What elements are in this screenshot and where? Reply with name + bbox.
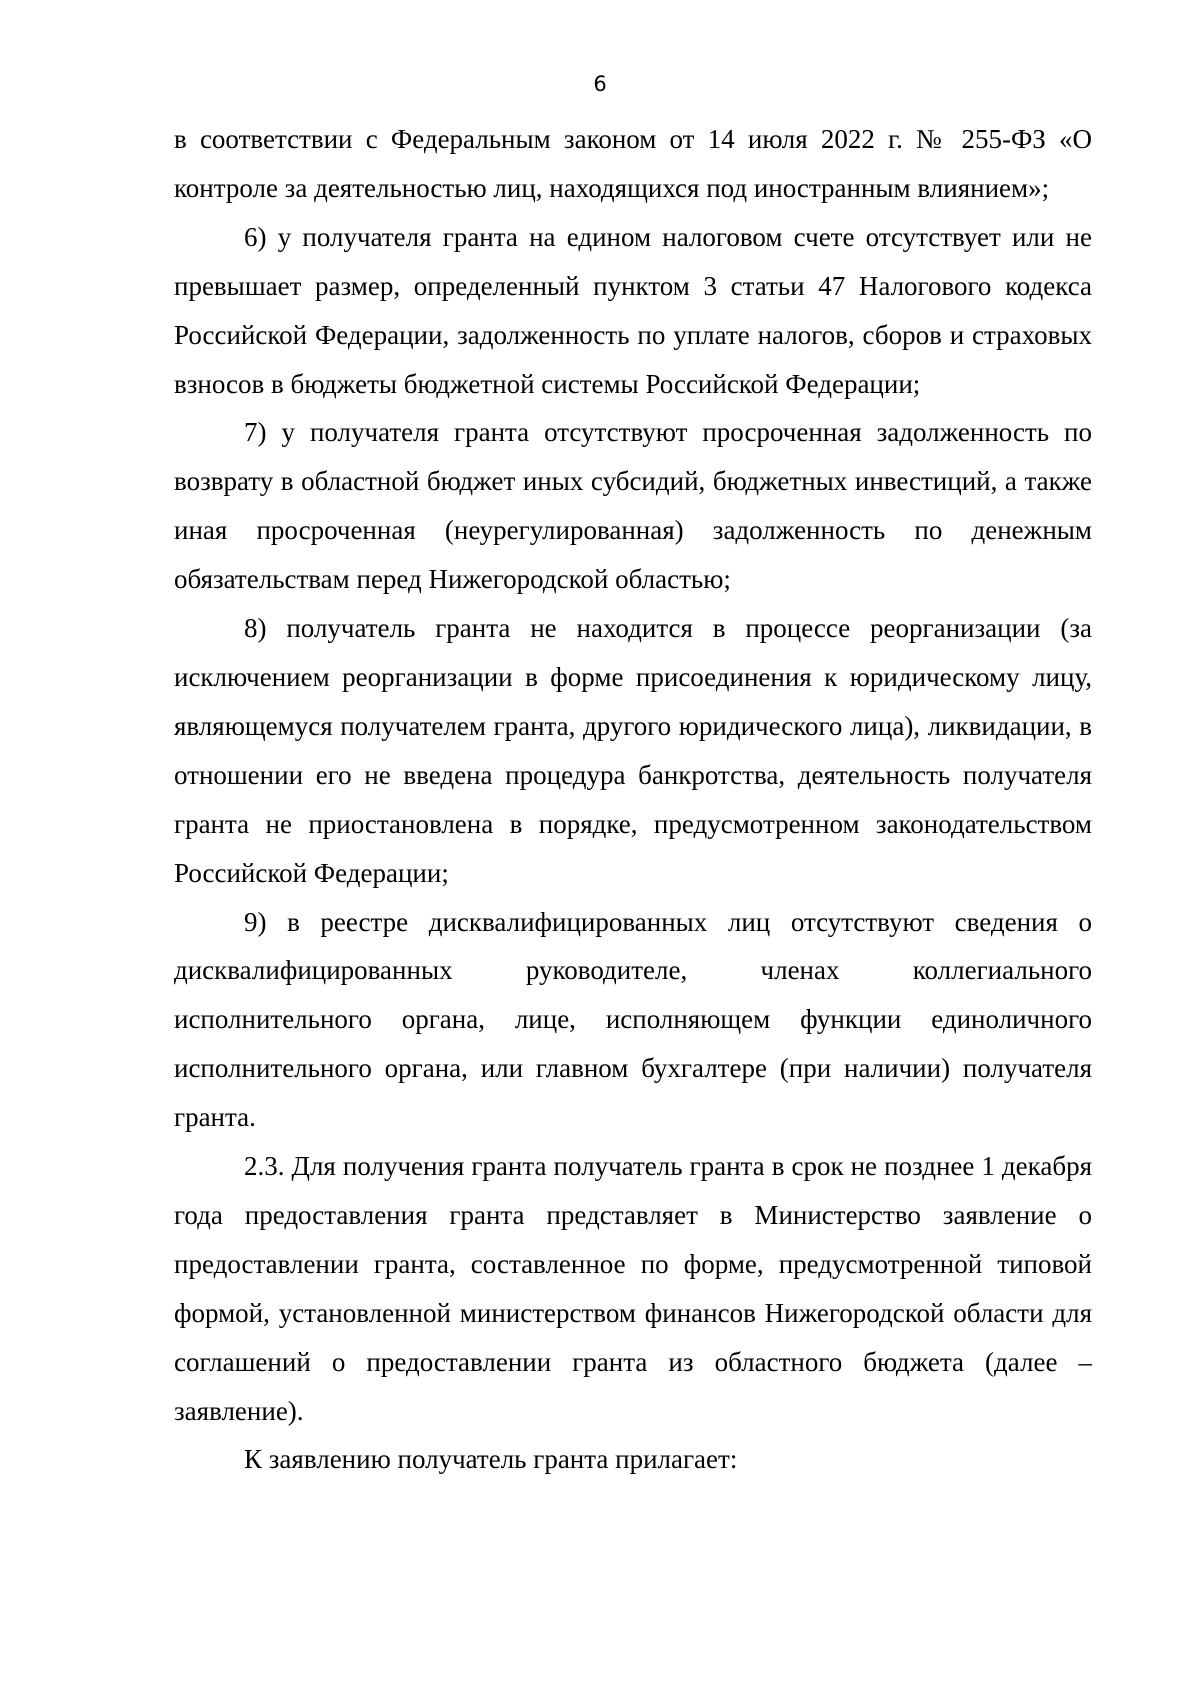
paragraph-item-9: 9) в реестре дисквалифицированных лиц отсутствуют сведения о дисквалифицированных руководителе, членах коллегиального исполнительного органа, лице, исполняющем функции единоличного исполнительного органа, или главном бухгалтере (при наличии) получателя гранта. <box>174 906 1092 1133</box>
paragraph-continuation: в соответствии с Федеральным законом от 14 июля 2022 г. № 255-ФЗ «О контроле за деятельностью лиц, находящихся под иностранным влиянием»; <box>174 124 1092 203</box>
paragraph-item-6: 6) у получателя гранта на едином налоговом счете отсутствует или не превышает размер, определенный пунктом 3 статьи 47 Налогового кодекса Российской Федерации, задолженность по уплате налогов, сборов и страховых взносов в бюджеты бюджетной системы Российской Федерации; <box>174 221 1092 399</box>
paragraph-section-2-3: 2.3. Для получения гранта получатель гранта в срок не позднее 1 декабря года предоставления гранта представляет в Министерство заявление о предоставлении гранта, составленное по форме, предусмотренной типовой формой, установленной министерством финансов Нижегородской области для соглашений о предоставлении гранта из областного бюджета (далее – заявление). <box>174 1151 1092 1426</box>
paragraph-item-8: 8) получатель гранта не находится в процессе реорганизации (за исключением реорганизации в форме присоединения к юридическому лицу, являющемуся получателем гранта, другого юридического лица), ликвидации, в отношении его не введена процедура банкротства, деятельность получателя гранта не приостановлена в порядке, предусмотренном законодательством Российской Федерации; <box>174 613 1092 888</box>
paragraph-attachments-intro: К заявлению получатель гранта прилагает: <box>244 1444 738 1475</box>
page-number: 6 <box>593 72 607 96</box>
document-body <box>174 115 1092 1484</box>
paragraph-item-7: 7) у получателя гранта отсутствуют просроченная задолженность по возврату в областной бюджет иных субсидий, бюджетных инвестиций, а также иная просроченная (неурегулированная) задолженность по денежным обязательствам перед Нижегородской областью; <box>174 417 1092 595</box>
